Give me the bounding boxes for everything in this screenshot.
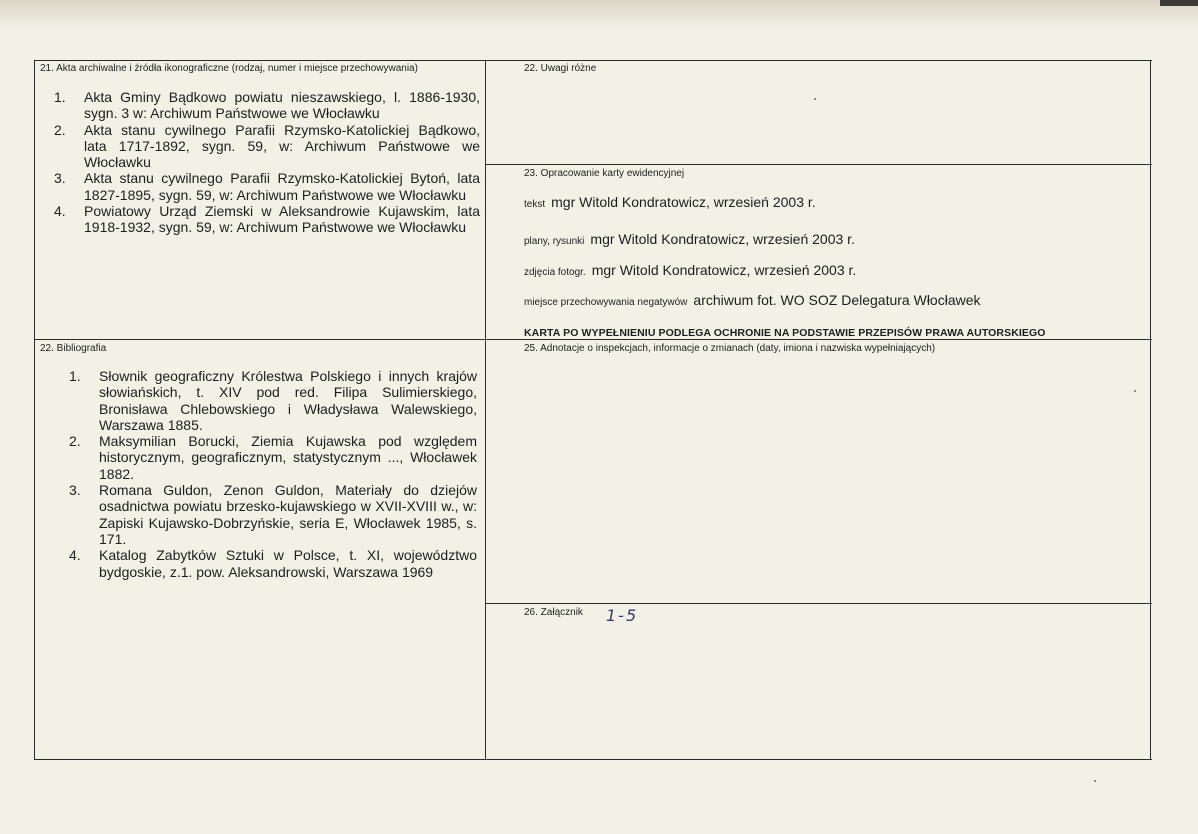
frame-left-line bbox=[34, 60, 35, 760]
scan-speck bbox=[814, 98, 816, 100]
credit-label: miejsce przechowywania negatywów bbox=[524, 297, 688, 308]
list-item: 2. Maksymilian Borucki, Ziemia Kujawska pod względem historycznym, geograficznym, statystycznym ..., Włocławek 1882. bbox=[69, 433, 477, 482]
list-item: 2. Akta stanu cywilnego Parafii Rzymsko-Katolickiej Bądkowo, lata 1717-1892, sygn. 59, w: Archiwum Państwowe we Włocławku bbox=[54, 121, 480, 171]
credit-value: mgr Witold Kondratowicz, wrzesień 2003 r. bbox=[591, 262, 857, 278]
scan-top-edge bbox=[0, 0, 1198, 30]
credit-value: mgr Witold Kondratowicz, wrzesień 2003 r. bbox=[590, 231, 855, 247]
list-item: 4. Powiatowy Urząd Ziemski w Aleksandrowie Kujawskim, lata 1918-1932, sygn. 59, w: Archiwum Państwowe we Włocławku bbox=[54, 203, 480, 236]
frame-bottom-line bbox=[34, 759, 1152, 760]
credit-negatives-row bbox=[524, 292, 981, 308]
credit-plans-row bbox=[524, 231, 855, 247]
handwritten-attachment-range: 1-5 bbox=[606, 606, 639, 625]
credit-label: tekst bbox=[524, 199, 546, 210]
credit-label: zdjęcia fotogr. bbox=[524, 267, 586, 278]
notes-divider-line bbox=[485, 164, 1152, 165]
field22-notes-title: 22. Uwagi różne bbox=[524, 63, 597, 74]
row-divider-line bbox=[34, 339, 1152, 340]
field26-title: 26. Załącznik bbox=[524, 607, 583, 618]
field25-title: 25. Adnotacje o inspekcjach, informacje o zmianach (daty, imiona i nazwiska wypełniających) bbox=[524, 343, 936, 354]
scan-speck bbox=[1134, 390, 1136, 392]
credit-value: archiwum fot. WO SOZ Delegatura Włocławek bbox=[693, 292, 981, 308]
list-item: 3. Akta stanu cywilnego Parafii Rzymsko-Katolickiej Bytoń, lata 1827-1895, sygn. 59, w: Archiwum Państwowe we Włocławku bbox=[54, 170, 480, 203]
record-card-form bbox=[34, 60, 1152, 760]
field21-title: 21. Akta archiwalne i źródła ikonograficzne (rodzaj, numer i miejsce przechowywania) bbox=[40, 63, 418, 74]
credit-label: plany, rysunki bbox=[524, 236, 585, 247]
bibliography-list bbox=[69, 368, 477, 580]
annotations-divider-line bbox=[485, 603, 1152, 604]
credit-photos-row bbox=[524, 262, 856, 278]
archives-list bbox=[54, 89, 480, 236]
credit-value: mgr Witold Kondratowicz, wrzesień 2003 r. bbox=[551, 194, 816, 210]
scan-corner-shadow bbox=[1160, 0, 1198, 6]
list-item: 3. Romana Guldon, Zenon Guldon, Materiały do dziejów osadnictwa powiatu brzesko-kujawskiego w XVII-XVIII w., w: Zapiski Kujawsko-Dobrzyńskie, seria E, Włocławek 1985, s. 171. bbox=[69, 482, 477, 547]
field23-title: 23. Opracowanie karty ewidencyjnej bbox=[524, 168, 685, 179]
copyright-notice: KARTA PO WYPEŁNIENIU PODLEGA OCHRONIE NA PODSTAWIE PRZEPISÓW PRAWA AUTORSKIEGO bbox=[524, 327, 1046, 339]
field22-biblio-title: 22. Bibliografia bbox=[40, 343, 107, 354]
scan-speck bbox=[1094, 780, 1096, 782]
frame-top-line bbox=[34, 60, 1152, 61]
list-item: 1. Akta Gminy Bądkowo powiatu nieszawskiego, l. 1886-1930, sygn. 3 w: Archiwum Państwowe we Włocławku bbox=[54, 89, 480, 122]
list-item: 1. Słownik geograficzny Królestwa Polskiego i innych krajów słowiańskich, t. XIV pod red. Filipa Sulimierskiego, Bronisława Chlebowskiego i Władysława Walewskiego, Warszawa 1885. bbox=[69, 368, 477, 433]
credit-text-row bbox=[524, 194, 816, 210]
list-item: 4. Katalog Zabytków Sztuki w Polsce, t. XI, województwo bydgoskie, z.1. pow. Aleksandrowski, Warszawa 1969 bbox=[69, 547, 477, 580]
